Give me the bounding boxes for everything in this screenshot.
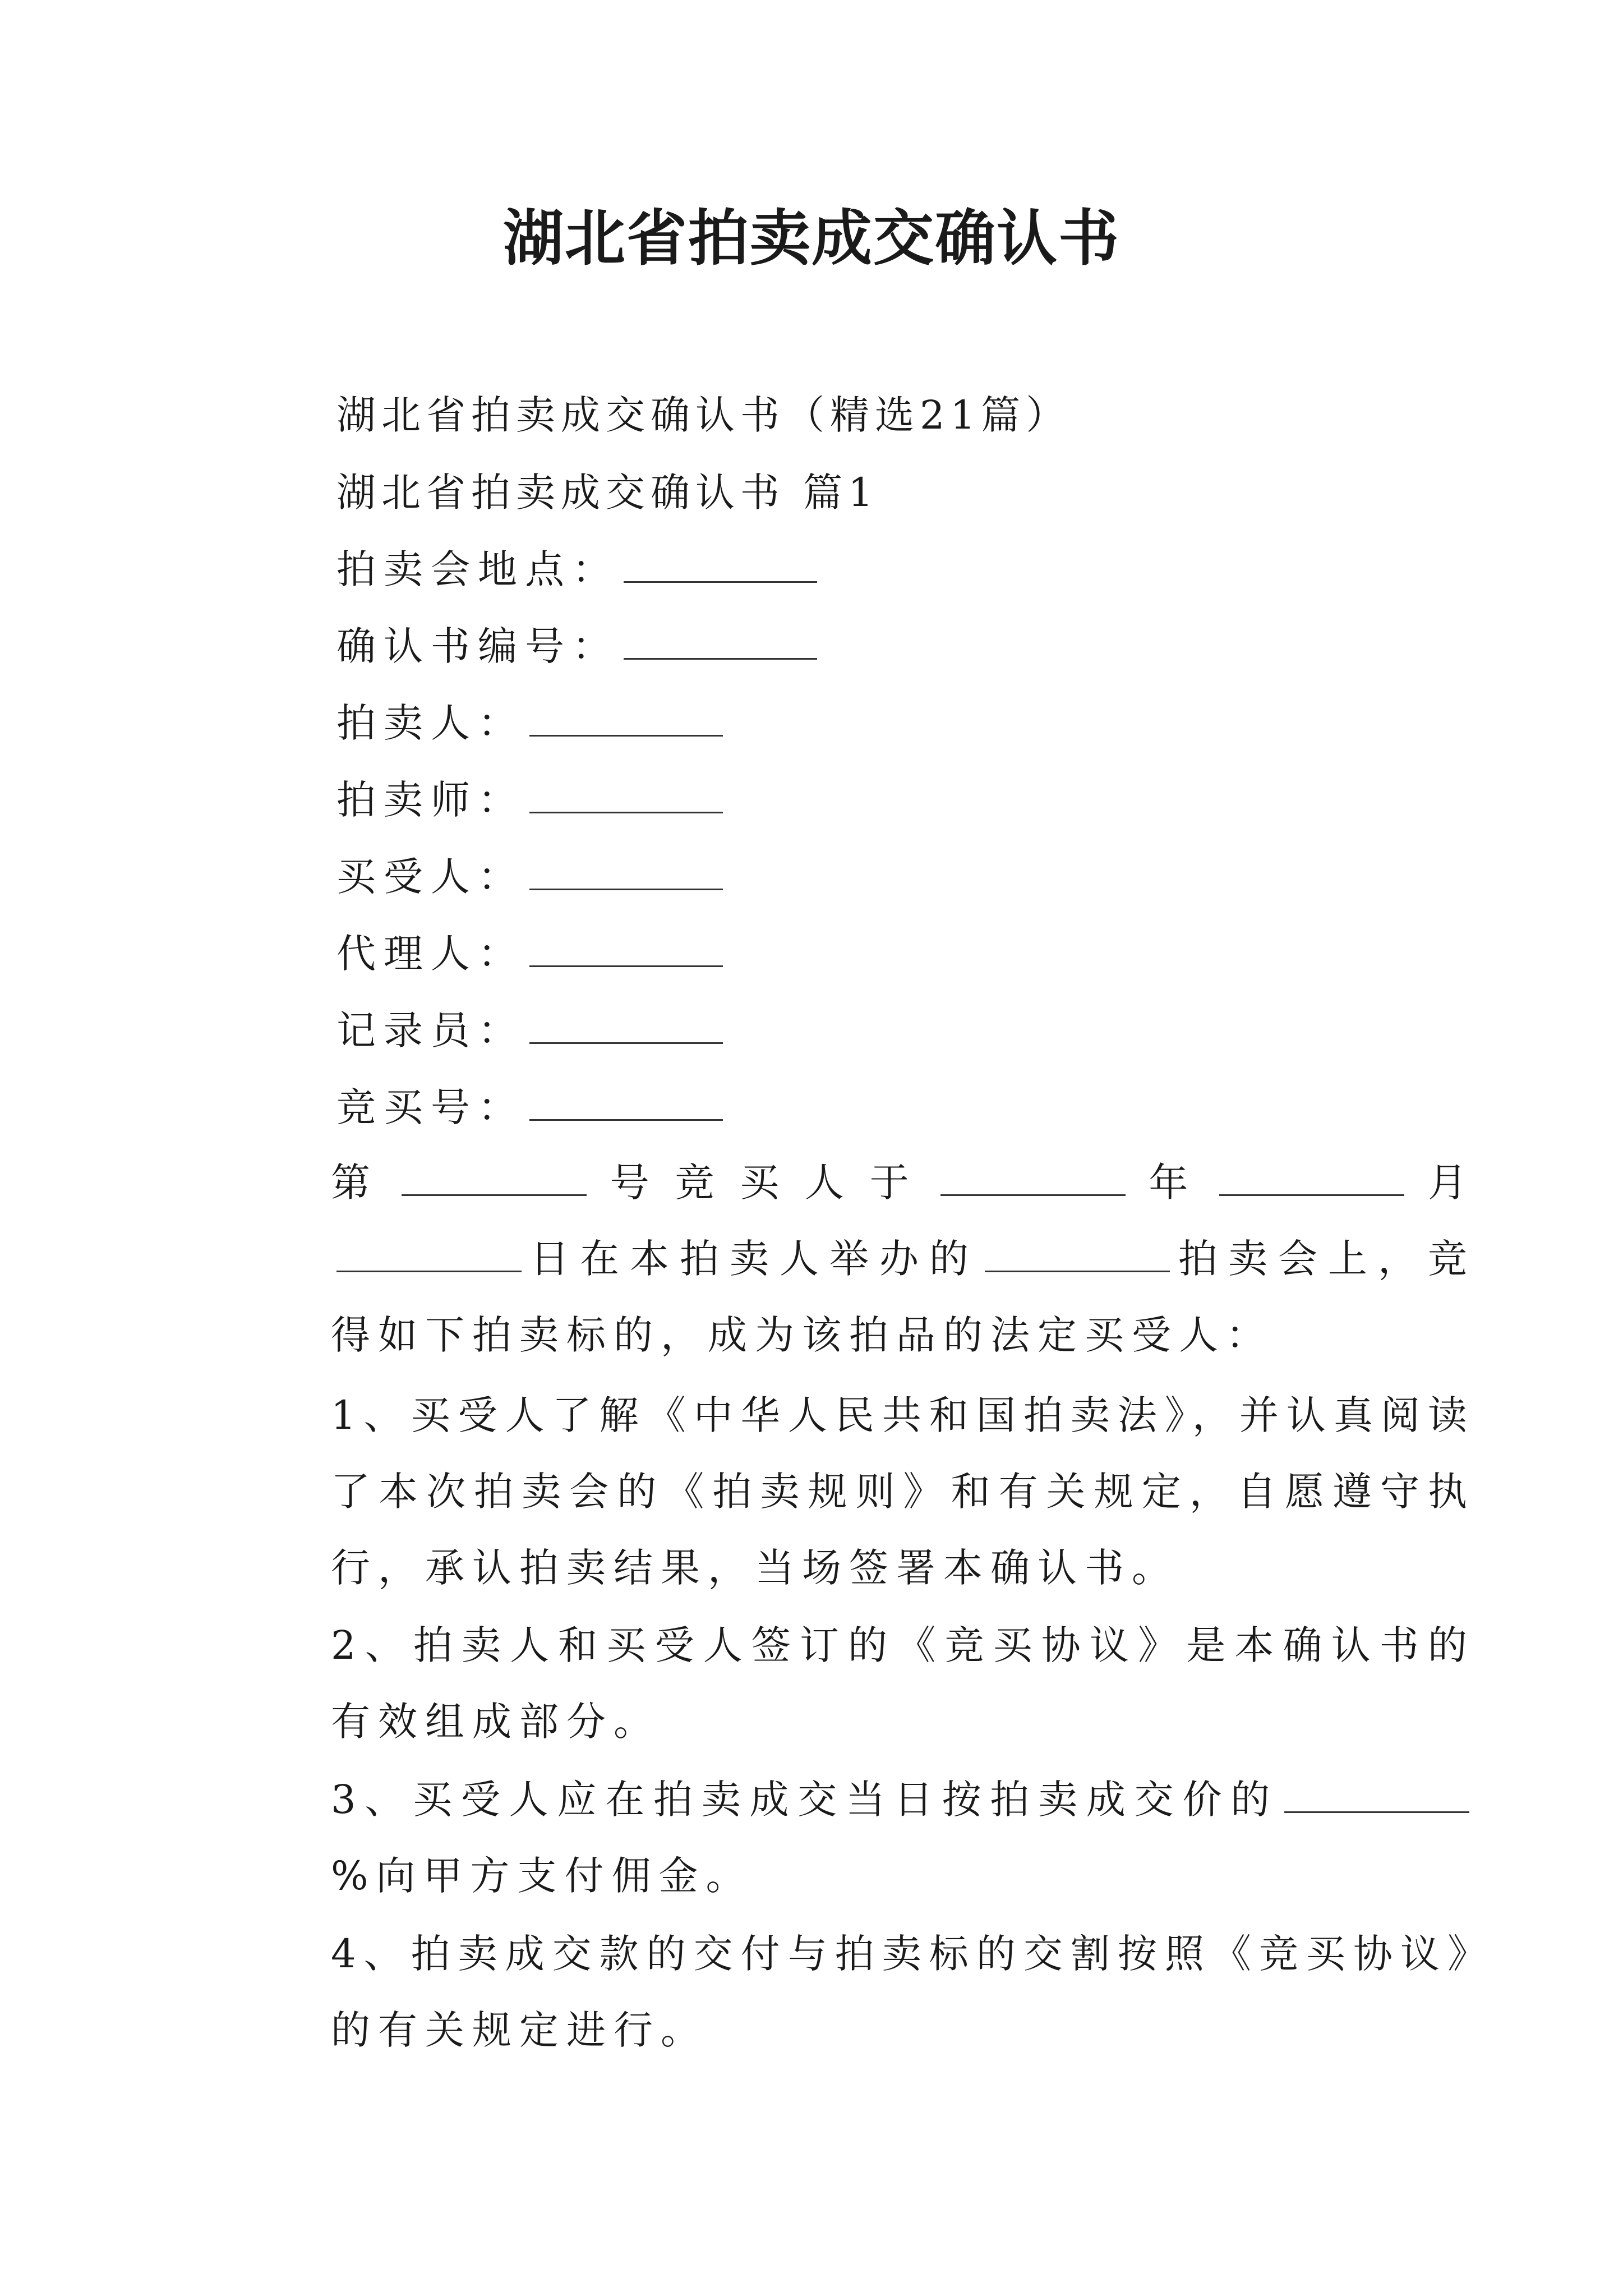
blank-line [402, 1155, 587, 1196]
field-auction-venue [336, 541, 817, 597]
blank-line [336, 1231, 522, 1272]
blank-line [985, 1231, 1170, 1272]
clause-1: 1、买受人了解《中华人民共和国拍卖法》，并认真阅读了本次拍卖会的《拍卖规则》和有关规定，自愿遵守执行，承认拍卖结果，当场签署本确认书。 [331, 1392, 1475, 1591]
field-label: 记录员： [336, 1007, 525, 1053]
section-heading: 湖北省拍卖成交确认书 篇1 [336, 470, 879, 516]
blank-line [624, 619, 817, 660]
blank-line [529, 772, 723, 813]
intro-text: 月 [1410, 1159, 1476, 1205]
clause-3 [247, 1761, 1475, 1914]
document-subtitle: 湖北省拍卖成交确认书（精选21篇） [336, 392, 1071, 438]
field-bid-number [336, 1079, 723, 1135]
clause-2: 2、拍卖人和买受人签订的《竞买协议》是本确认书的有效组成部分。 [331, 1622, 1475, 1745]
blank-line [1219, 1155, 1404, 1196]
field-label: 买受人： [336, 854, 525, 900]
field-label: 竞买号： [336, 1084, 525, 1130]
field-recorder [336, 1002, 723, 1059]
field-label: 确认书编号： [336, 623, 619, 669]
blank-line [624, 542, 817, 583]
field-auctioneer [336, 772, 723, 828]
field-label: 代理人： [336, 931, 525, 977]
field-agent [336, 926, 723, 982]
intro-text: 号竞买人于 [592, 1159, 935, 1205]
field-label: 拍卖会地点： [336, 546, 619, 592]
field-confirmation-number [336, 618, 817, 674]
clause-text: %向甲方支付佣金。 [331, 1853, 753, 1899]
field-label: 拍卖师： [336, 777, 525, 823]
intro-text: 第 [331, 1159, 396, 1205]
clause-4: 4、拍卖成交款的交付与拍卖标的交割按照《竞买协议》的有关规定进行。 [331, 1931, 1475, 2053]
blank-line [529, 1080, 723, 1121]
document-title: 湖北省拍卖成交确认书 [502, 203, 1120, 274]
blank-line [940, 1155, 1126, 1196]
clause-text: 3、买受人应在拍卖成交当日按拍卖成交价的 [331, 1777, 1279, 1823]
blank-line [1284, 1772, 1469, 1813]
field-auctioneer-company [336, 695, 723, 751]
intro-text: 拍卖会上，竞得如下拍卖标的，成为该拍品的法定买受人： [331, 1236, 1475, 1358]
blank-line [529, 849, 723, 890]
intro-text: 日在本拍卖人举办的 [527, 1236, 979, 1282]
intro-text: 年 [1131, 1159, 1214, 1205]
field-label: 拍卖人： [336, 700, 525, 746]
field-buyer [336, 849, 723, 905]
blank-line [529, 1003, 723, 1044]
blank-line [529, 696, 723, 737]
intro-paragraph [247, 1144, 1475, 1373]
blank-line [529, 926, 723, 967]
